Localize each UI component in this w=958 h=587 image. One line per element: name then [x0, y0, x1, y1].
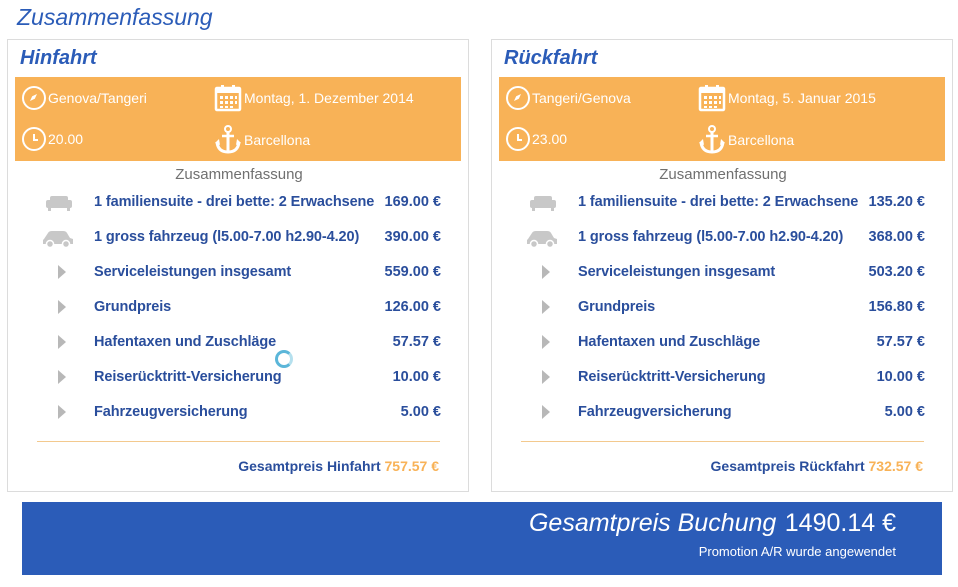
outbound-total: Gesamtpreis Hinfahrt 757.57 €: [238, 458, 439, 474]
sofa-icon: [528, 193, 558, 213]
divider: [37, 441, 440, 442]
time-text: 23.00: [532, 131, 568, 147]
list-item: 1 familiensuite - drei bette: 2 Erwachsene 169.00 €: [8, 188, 470, 218]
time-info: [22, 127, 83, 151]
anchor-icon: [698, 125, 726, 155]
page-title: Zusammenfassung: [17, 4, 213, 30]
ship-info: [698, 125, 794, 155]
date-text: Montag, 5. Januar 2015: [728, 90, 876, 106]
list-item: Hafentaxen und Zuschläge 57.57 €: [8, 328, 470, 358]
time-info: [506, 127, 567, 151]
divider: [521, 441, 924, 442]
booking-total-banner: [22, 502, 942, 575]
outbound-title: Hinfahrt: [20, 47, 97, 69]
chevron-right-icon: [542, 370, 550, 384]
car-icon: [41, 228, 75, 248]
clock-icon: [506, 127, 530, 151]
date-info: [214, 84, 414, 112]
outbound-panel: [7, 39, 469, 492]
sofa-icon: [44, 193, 74, 213]
list-item: 1 familiensuite - drei bette: 2 Erwachsene 135.20 €: [492, 188, 954, 218]
ship-info: [214, 125, 310, 155]
chevron-right-icon: [542, 265, 550, 279]
return-panel: [491, 39, 953, 492]
list-item: Fahrzeugversicherung 5.00 €: [8, 398, 470, 428]
date-text: Montag, 1. Dezember 2014: [244, 90, 414, 106]
list-item: Grundpreis 126.00 €: [8, 293, 470, 323]
list-item: Grundpreis 156.80 €: [492, 293, 954, 323]
clock-icon: [22, 127, 46, 151]
loading-spinner-icon: [275, 350, 293, 368]
return-title: Rückfahrt: [504, 47, 598, 69]
list-item: Serviceleistungen insgesamt 503.20 €: [492, 258, 954, 288]
car-icon: [525, 228, 559, 248]
ship-text: Barcellona: [728, 132, 795, 148]
route-text: Tangeri/Genova: [532, 90, 631, 106]
chevron-right-icon: [542, 335, 550, 349]
outbound-trip-info: [15, 77, 461, 161]
chevron-right-icon: [58, 300, 66, 314]
chevron-right-icon: [58, 370, 66, 384]
compass-icon: [22, 86, 46, 110]
chevron-right-icon: [542, 300, 550, 314]
route-text: Genova/Tangeri: [48, 90, 147, 106]
chevron-right-icon: [58, 265, 66, 279]
ship-text: Barcellona: [244, 132, 311, 148]
route-info: [22, 86, 147, 110]
list-item: Serviceleistungen insgesamt 559.00 €: [8, 258, 470, 288]
promo-notice: Promotion A/R wurde angewendet: [698, 544, 896, 559]
list-item: Reiserücktritt-Versicherung 10.00 €: [492, 363, 954, 393]
calendar-icon: [214, 84, 242, 112]
anchor-icon: [214, 125, 242, 155]
list-item: 1 gross fahrzeug (l5.00-7.00 h2.90-4.20) 390.00 €: [8, 223, 470, 253]
time-text: 20.00: [48, 131, 84, 147]
list-item: Fahrzeugversicherung 5.00 €: [492, 398, 954, 428]
return-total: Gesamtpreis Rückfahrt 732.57 €: [710, 458, 923, 474]
date-info: [698, 84, 876, 112]
chevron-right-icon: [58, 405, 66, 419]
list-item: 1 gross fahrzeug (l5.00-7.00 h2.90-4.20) 368.00 €: [492, 223, 954, 253]
summary-subtitle: Zusammenfassung: [175, 166, 303, 183]
compass-icon: [506, 86, 530, 110]
chevron-right-icon: [58, 335, 66, 349]
chevron-right-icon: [542, 405, 550, 419]
list-item: Reiserücktritt-Versicherung 10.00 €: [8, 363, 470, 393]
route-info: [506, 86, 631, 110]
return-trip-info: [499, 77, 945, 161]
calendar-icon: [698, 84, 726, 112]
booking-total: Gesamtpreis Buchung 1490.14 €: [528, 509, 896, 537]
summary-subtitle: Zusammenfassung: [659, 166, 787, 183]
list-item: Hafentaxen und Zuschläge 57.57 €: [492, 328, 954, 358]
